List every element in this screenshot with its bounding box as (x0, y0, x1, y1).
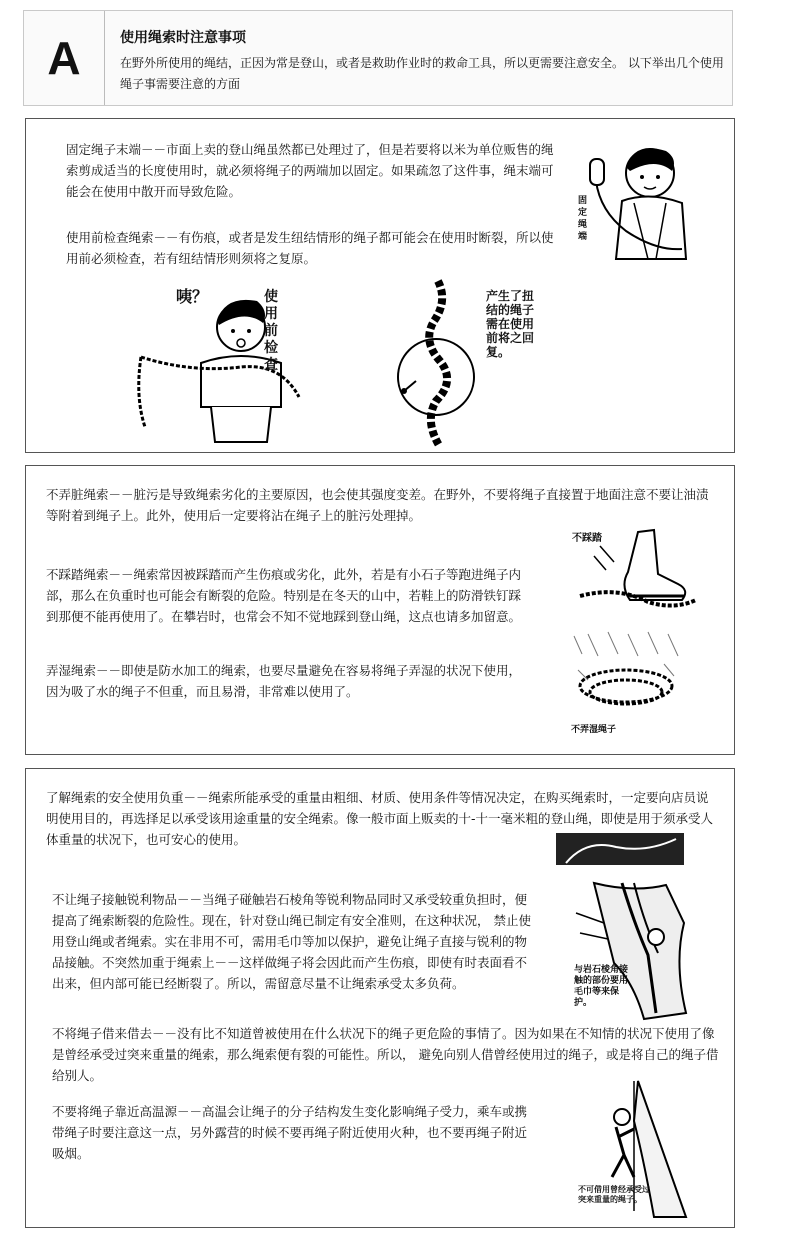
para-no-sharp-objects: 不让绳子接触锐利物品－－当绳子碰触岩石棱角等锐利物品同时又承受较重负担时，便提高了绳索断裂的危险性。现在，针对登山绳已制定有安全准则，在这种状况， 禁止使用登山绳或者绳索。实在非用不可，需用毛巾等加以保护，避免让绳子直接与锐利的物品接触。不突然加重于绳索上－－这样做绳子将会因此而产生伤痕，即使有时表面看不出来，但内部可能已经断裂了。所以，需留意尽量不让绳索承受太多负荷。 (52, 892, 531, 991)
panel-fix-and-check (25, 118, 735, 453)
para-fix-rope-end: 固定绳子末端－－市面上卖的登山绳虽然都已处理过了，但是若要将以米为单位贩售的绳索剪成适当的长度使用时，就必须将绳子的两端加以固定。如果疏忽了这件事，绳末端可能会在使用中散开而导致危险。 (66, 142, 554, 199)
para-check-rope: 使用前检查绳索－－有伤痕，或者是发生纽结情形的绳子都可能会在使用时断裂，所以使用前必须检查，若有纽结情形则须将之复原。 (66, 230, 554, 266)
caption-huh: 咦？ (176, 287, 209, 306)
header-box (23, 10, 733, 106)
kinked-rope-illustration (386, 281, 496, 449)
caption-no-stepping: 不踩踏 (572, 533, 602, 544)
caption-no-wet: 不弄湿绳子 (571, 725, 617, 735)
boot-stepping-rope-illustration (578, 526, 696, 610)
caption-kinked-rope: 产生了扭结的绳子需在使用前将之回复。 (486, 289, 535, 359)
wet-rope-illustration (568, 630, 686, 730)
man-holding-rope-illustration (586, 131, 696, 261)
page-title: 使用绳索时注意事项 (120, 30, 246, 46)
para-no-dirt: 不弄脏绳索－－脏污是导致绳索劣化的主要原因，也会使其强度变差。在野外，不要将绳子直接置于地面注意不要让油渍等附着到绳子上。此外，使用后一定要将沾在绳子上的脏污处理掉。 (46, 487, 709, 523)
panel-dirt-step-wet (25, 465, 735, 755)
para-no-lending: 不将绳子借来借去－－没有比不知道曾被使用在什么状况下的绳子更危险的事情了。因为如果在不知情的状况下使用了像是曾经承受过突来重量的绳索，那么绳索便有裂的可能性。所以， 避免向别人借曾经使用过的绳子，或是将自己的绳子借给别人。 (52, 1026, 719, 1083)
caption-no-shock-loaded-rope: 不可借用曾经承受过突来重量的绳子。 (578, 1185, 650, 1204)
climber-top-illustration (556, 833, 684, 865)
intro-text: 在野外所使用的绳结，正因为常是登山，或者是救助作业时的救命工具，所以更需要注意安全。 以下举出几个使用绳子事需要注意的方面 (120, 56, 724, 91)
para-no-step: 不踩踏绳索－－绳索常因被踩踏而产生伤痕或劣化，此外，若是有小石子等跑进绳子内部，那么在负重时也可能会有断裂的危险。特别是在冬天的山中，若鞋上的防滑铁钉踩到那便不能再使用了。在攀岩时，也常会不知不觉地踩到登山绳，这点也请多加留意。 (46, 567, 522, 624)
caption-check-before-use: 使用前检查 (264, 289, 278, 373)
para-safe-load: 了解绳索的安全使用负重－－绳索所能承受的重量由粗细、材质、使用条件等情况决定，在购买绳索时，一定要向店员说明使用目的，再选择足以承受该用途重量的安全绳索。像一般市面上贩卖的十-十一毫米粗的登山绳，即使是用于须承受人体重量的状况下，也可安心的使用。 (46, 790, 714, 847)
caption-protect-rope-at-rock: 与岩石棱角接触的部份要用毛巾等来保护。 (574, 965, 629, 1008)
para-no-heat: 不要将绳子靠近高温源－－高温会让绳子的分子结构发生变化影响绳子受力，乘车或携带绳子时要注意这一点，另外露营的时候不要再绳子附近使用火种，也不要再绳子附近吸烟。 (52, 1104, 528, 1161)
para-no-wet: 弄湿绳索－－即使是防水加工的绳索，也要尽量避免在容易将绳子弄湿的状况下使用，因为吸了水的绳子不但重，而且易滑，非常难以使用了。 (46, 663, 522, 699)
caption-fix-rope-end: 固定绳端 (578, 196, 588, 242)
section-letter: A (24, 11, 105, 105)
panel-load-sharp-borrow-heat (25, 768, 735, 1228)
